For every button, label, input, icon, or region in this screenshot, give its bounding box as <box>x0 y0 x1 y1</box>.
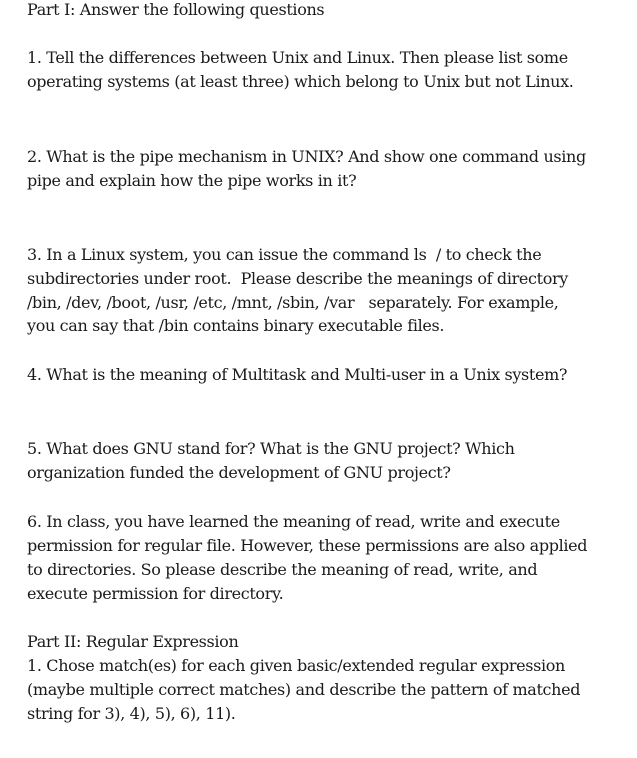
regex-question1-line1: 1. Chose match(es) for each given basic/extended regular expression <box>27 656 565 675</box>
question3-line2: subdirectories under root. Please describe the meanings of directory <box>27 269 568 288</box>
question1-line2: operating systems (at least three) which belong to Unix but not Linux. <box>27 72 574 91</box>
regex-question1-line3: string for 3), 4), 5), 6), 11). <box>27 704 236 723</box>
question6-line3: to directories. So please describe the meaning of read, write, and <box>27 560 538 579</box>
question6-line4: execute permission for directory. <box>27 584 284 603</box>
question6-line2: permission for regular file. However, these permissions are also applied <box>27 536 588 555</box>
question3-line1: 3. In a Linux system, you can issue the command ls / to check the <box>27 245 542 264</box>
question2-line1: 2. What is the pipe mechanism in UNIX? And show one command using <box>27 147 586 166</box>
question1-line1: 1. Tell the differences between Unix and Linux. Then please list some <box>27 48 568 67</box>
question2-line2: pipe and explain how the pipe works in it? <box>27 171 357 190</box>
question5-line2: organization funded the development of GNU project? <box>27 463 451 482</box>
regex-question1-line2: (maybe multiple correct matches) and describe the pattern of matched <box>27 680 581 699</box>
question3-line4: you can say that /bin contains binary executable files. <box>27 316 445 335</box>
question5-line1: 5. What does GNU stand for? What is the GNU project? Which <box>27 439 515 458</box>
part2-heading: Part II: Regular Expression <box>27 632 239 651</box>
part1-heading: Part I: Answer the following questions <box>27 0 325 19</box>
question4-line1: 4. What is the meaning of Multitask and Multi-user in a Unix system? <box>27 365 568 384</box>
question6-line1: 6. In class, you have learned the meaning of read, write and execute <box>27 512 560 531</box>
question3-line3: /bin, /dev, /boot, /usr, /etc, /mnt, /sbin, /var separately. For example, <box>27 293 559 312</box>
